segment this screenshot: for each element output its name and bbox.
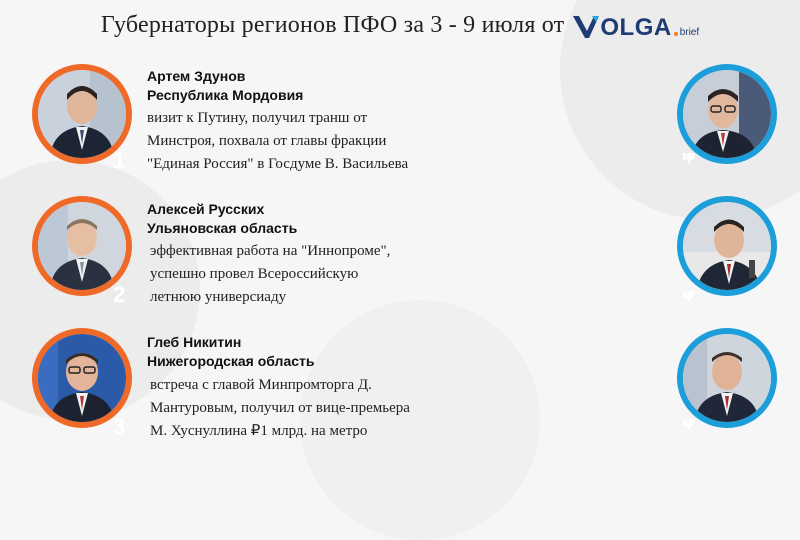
photo-frame (677, 64, 777, 164)
governor-name: Артем Здунов (147, 68, 246, 84)
photo-frame (32, 196, 132, 296)
rank-number: 1 (113, 148, 126, 173)
governor-photo (683, 334, 771, 422)
logo-suffix: brief (679, 27, 700, 38)
portrait-icon (683, 334, 771, 422)
description-line: встреча с главой Минпромторга Д. (150, 377, 372, 393)
governor-region: Нижегородская область (147, 353, 315, 369)
page-title: Губернаторы регионов ПФО за 3 - 9 июля от (100, 11, 565, 38)
portrait-icon (683, 202, 771, 290)
page-header (0, 0, 800, 50)
governor-photo (683, 202, 771, 290)
governor-name: Алексей Русских (147, 201, 265, 217)
portrait-icon (38, 70, 126, 158)
portrait-icon (38, 334, 126, 422)
portrait-icon (38, 202, 126, 290)
governor-name: Глеб Никитин (147, 334, 242, 350)
portrait-icon (683, 70, 771, 158)
logo-word: OLGA (600, 14, 672, 41)
description-line: Минстроя, похвала от главы фракции (147, 133, 387, 149)
rank-number: 2 (113, 282, 126, 307)
photo-frame (677, 328, 777, 428)
description-line: эффективная работа на "Иннопроме", (150, 243, 391, 259)
description-line: визит к Путину, получил транш от (147, 110, 368, 126)
photo-frame (677, 196, 777, 296)
governor-photo (38, 202, 126, 290)
thumbs-down-icon (682, 290, 696, 304)
governor-photo (38, 334, 126, 422)
thumbs-down-icon (682, 418, 696, 432)
thumbs-down-icon (682, 152, 696, 166)
description-line: успешно провел Всероссийскую (150, 266, 359, 282)
governor-region: Ульяновская область (147, 220, 298, 236)
rank-number: 3 (113, 414, 126, 439)
description-line: Мантуровым, получил от вице-премьера (150, 400, 410, 416)
photo-frame (32, 328, 132, 428)
governor-photo (38, 70, 126, 158)
description-line: летнюю универсиаду (150, 289, 287, 305)
description-line: "Единая Россия" в Госдуме В. Васильева (147, 156, 409, 172)
logo-dot (674, 32, 678, 36)
governor-photo (683, 70, 771, 158)
logo-v-mark (572, 14, 600, 40)
description-line: М. Хуснуллина ₽1 млрд. на метро (150, 423, 368, 439)
governor-region: Республика Мордовия (147, 87, 304, 103)
volga-brief-logo (572, 14, 699, 40)
